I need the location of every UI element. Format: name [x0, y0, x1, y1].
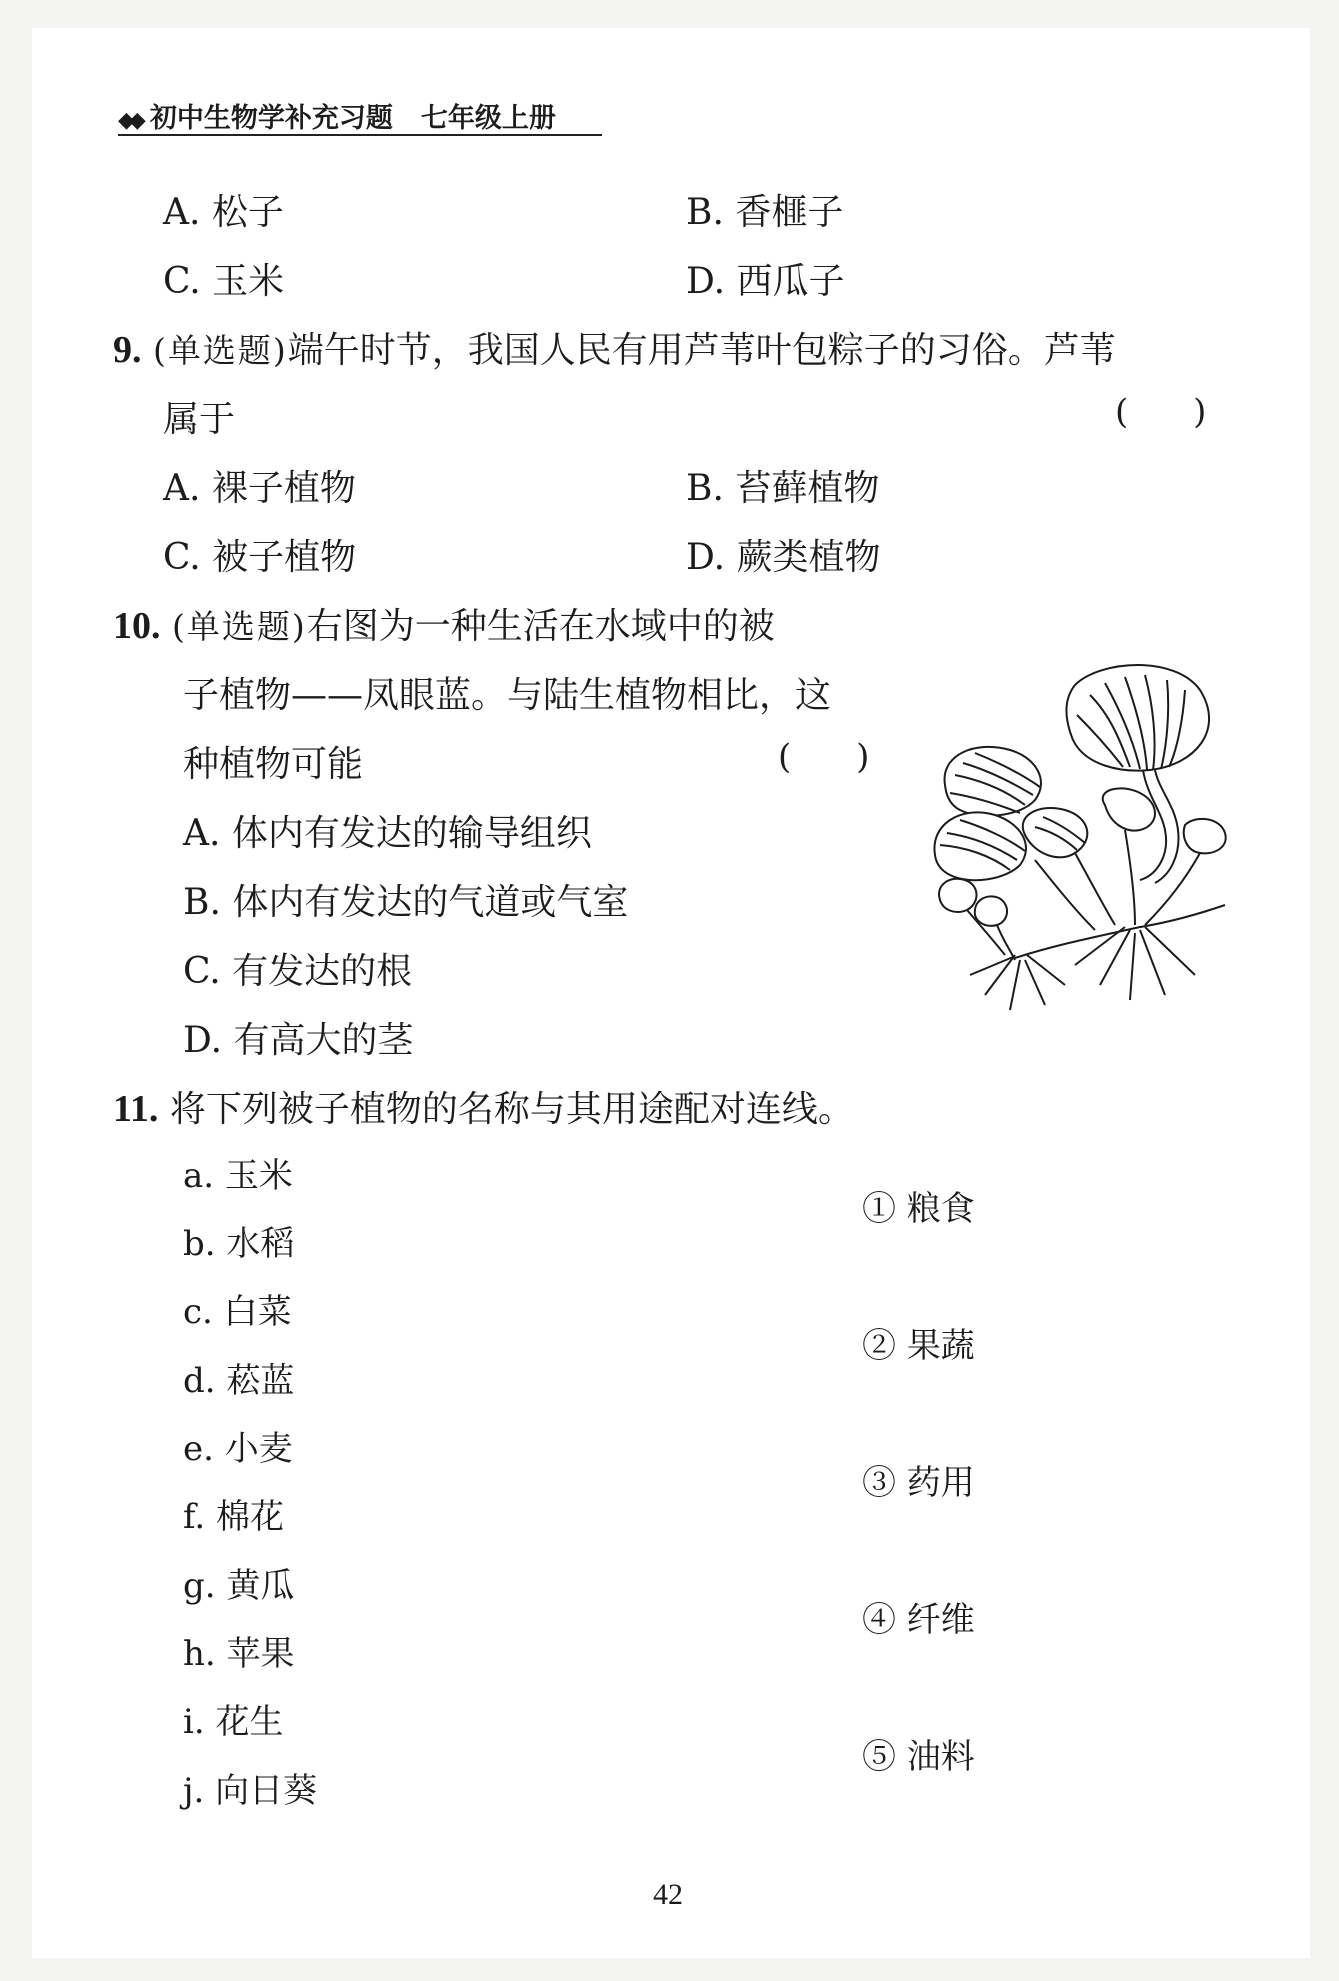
- q9-option-a: A. 裸子植物: [163, 468, 356, 509]
- q10-option-c: C. 有发达的根: [183, 951, 413, 992]
- page-header: [118, 96, 556, 135]
- q11-plant-item: f. 棉花: [183, 1497, 284, 1537]
- q10-text-line3: 种植物可能: [183, 744, 364, 785]
- q9-answer-blank: ( ): [1115, 392, 1207, 432]
- q10-stem: [113, 598, 775, 649]
- q9-text-line1: 端午时节，我国人民有用芦苇叶包粽子的习俗。芦苇: [287, 330, 1116, 371]
- q11-use-item: ② 果蔬: [862, 1326, 975, 1366]
- q11-use-item: ① 粮食: [862, 1189, 975, 1229]
- q11-plant-item: h. 苹果: [183, 1634, 295, 1674]
- grade-label: 七年级上册: [420, 103, 556, 134]
- q11-plant-item: e. 小麦: [183, 1429, 293, 1469]
- q8-option-d: D. 西瓜子: [686, 261, 845, 302]
- q9-option-d: D. 蕨类植物: [686, 537, 881, 578]
- q11-plant-item: a. 玉米: [183, 1156, 293, 1196]
- q8-option-c: C. 玉米: [163, 261, 285, 302]
- q11-number: 11.: [113, 1088, 159, 1130]
- q10-option-d: D. 有高大的茎: [183, 1020, 414, 1061]
- page-number: 42: [653, 1878, 683, 1911]
- q9-option-c: C. 被子植物: [163, 537, 357, 578]
- q10-option-b: B. 体内有发达的气道或气室: [183, 882, 629, 923]
- q11-plant-item: d. 菘蓝: [183, 1361, 295, 1401]
- q11-plant-item: c. 白菜: [183, 1292, 292, 1332]
- q11-stem: [113, 1081, 854, 1132]
- q10-number: 10.: [113, 605, 161, 647]
- q10-text-line2: 子植物——凤眼蓝。与陆生植物相比，这: [183, 675, 832, 716]
- q11-plant-item: b. 水稻: [183, 1224, 295, 1264]
- q8-option-a: A. 松子: [163, 192, 284, 233]
- q10-type-tag: (单选题): [171, 607, 307, 646]
- diamond-bullet-icon: ◆◆: [118, 108, 140, 133]
- header-underline: [118, 134, 602, 136]
- q10-text-line1: 右图为一种生活在水域中的被: [306, 606, 775, 647]
- water-hyacinth-illustration: [925, 655, 1255, 1035]
- q9-number: 9.: [113, 329, 142, 371]
- q10-answer-blank: ( ): [778, 737, 870, 777]
- q9-option-b: B. 苔藓植物: [686, 468, 880, 509]
- q9-text-line2: 属于: [163, 399, 236, 440]
- q11-use-item: ④ 纤维: [862, 1600, 975, 1640]
- q9-type-tag: (单选题): [152, 331, 288, 370]
- q9-stem: [113, 322, 1116, 373]
- book-title: 初中生物学补充习题: [149, 103, 393, 134]
- q11-plant-item: j. 向日葵: [183, 1771, 318, 1811]
- q10-option-a: A. 体内有发达的输导组织: [183, 813, 592, 854]
- q11-text: 将下列被子植物的名称与其用途配对连线。: [169, 1089, 854, 1130]
- q11-use-item: ③ 药用: [862, 1463, 975, 1503]
- q11-plant-item: i. 花生: [183, 1702, 284, 1742]
- q11-use-item: ⑤ 油料: [862, 1737, 975, 1777]
- q11-plant-item: g. 黄瓜: [183, 1566, 295, 1606]
- q8-option-b: B. 香榧子: [686, 192, 844, 233]
